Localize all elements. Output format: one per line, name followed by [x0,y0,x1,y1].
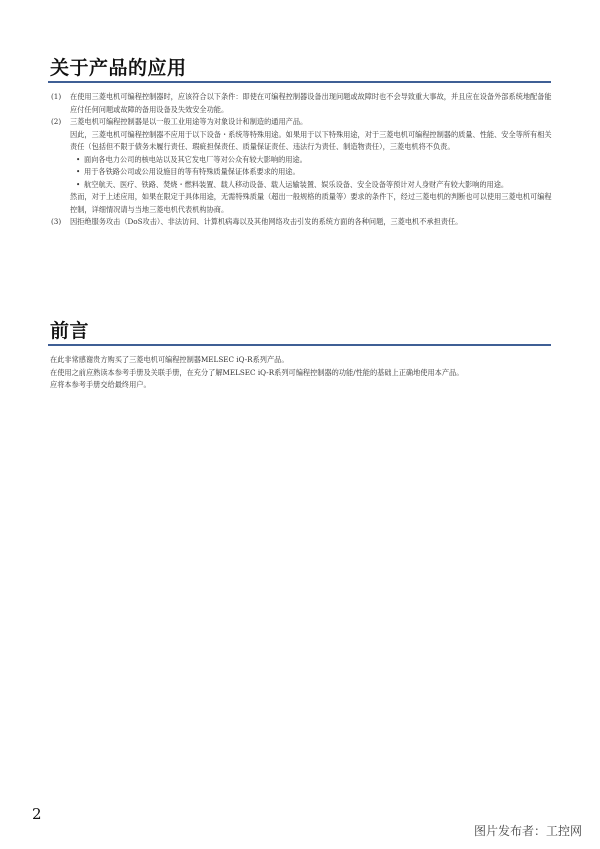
item-number: (2) [51,117,62,126]
page-number: 2 [32,805,42,823]
application-title: 关于产品的应用 [50,57,187,79]
item-paragraph: 因此，三菱电机可编程控制器不应用于以下设备・系统等特殊用途。如果用于以下特殊用途，对于三菱电机可编程控制器的质量、性能、安全等所有相关责任（包括但不限于债务未履行责任、瑕疵担保责任、质量保证责任、违法行为责任、制造物责任），三菱电机将不负责。 [70,129,552,151]
bullet-item [70,179,553,192]
preface-title: 前言 [50,320,90,342]
item-paragraph: 然而，对于上述应用，如果在限定于具体用途，无需特殊质量（超出一般规格的质量等）要求的条件下，经过三菱电机的判断也可以使用三菱电机可编程控制，详细情况请与当地三菱电机代表机构协商。 [70,192,552,214]
application-list [48,91,553,229]
item-text: 在使用三菱电机可编程控制器时，应该符合以下条件：即使在可编程控制器设备出现问题或故障时也不会导致重大事故，并且应在设备外部系统地配备能应付任何问题或故障的备用设备及失效安全功能。 [70,92,552,114]
preface-line: 应将本参考手册交给最终用户。 [50,380,151,389]
bullet-list [70,154,553,192]
bullet-text: 面向各电力公司的核电站以及其它发电厂等对公众有较大影响的用途。 [84,154,307,164]
bullet-text: 航空航天、医疗、铁路、焚烧・燃料装置、载人移动设备、载人运输装置、娱乐设备、安全设备等预计对人身财产有较大影响的用途。 [84,179,509,189]
item-text: 三菱电机可编程控制器是以一般工业用途等为对象设计和制造的通用产品。 [70,117,308,126]
preface-body [48,354,553,392]
preface-line: 在使用之前应熟读本参考手册及关联手册，在充分了解MELSEC iQ-R系列可编程控制器的功能/性能的基础上正确地使用本产品。 [50,367,464,377]
bullet-item [70,154,553,167]
title-rule [48,344,551,346]
item-text: 因拒绝服务攻击（DoS攻击）、非法访问、计算机病毒以及其他网络攻击引发的系统方面的各种问题，三菱电机不承担责任。 [70,217,463,226]
item-number: (3) [51,217,62,226]
list-item [48,216,553,229]
list-item [48,116,553,216]
item-number: (1) [51,92,62,101]
list-item [48,91,553,116]
preface-section [48,320,553,392]
preface-line: 在此非常感谢贵方购买了三菱电机可编程控制器MELSEC iQ-R系列产品。 [50,355,289,364]
bullet-icon: • [76,154,81,164]
watermark: 图片发布者：工控网 [473,824,582,838]
application-section [48,57,553,229]
title-rule [48,81,551,83]
bullet-item [70,166,553,179]
bullet-icon: • [76,167,81,176]
bullet-icon: • [76,179,81,189]
bullet-text: 用于各铁路公司或公用设施目的等有特殊质量保证体系要求的用途。 [84,167,300,176]
